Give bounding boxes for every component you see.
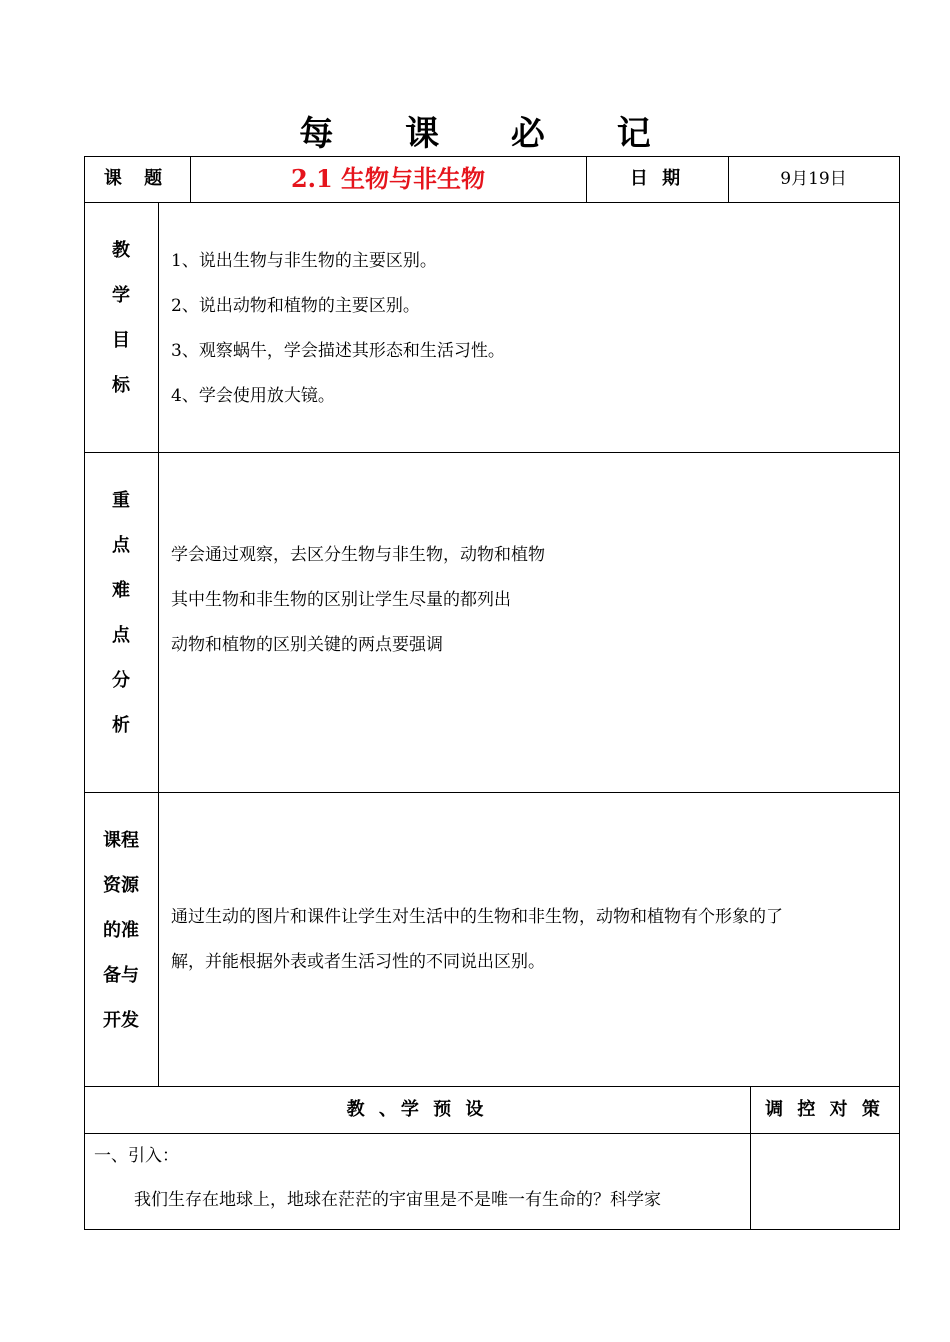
intro-text: 我们生存在地球上，地球在茫茫的宇宙里是不是唯一有生命的？科学家	[134, 1190, 661, 1210]
resources-label-line: 开发	[103, 1010, 139, 1031]
key-points-label-char: 分	[112, 670, 130, 691]
row-divider	[84, 1133, 900, 1134]
objective-item: 2、说出动物和植物的主要区别。	[171, 296, 420, 316]
row-divider	[84, 202, 900, 203]
table-border-right	[899, 156, 900, 1230]
resources-label-line: 资源	[103, 875, 139, 896]
topic-label: 课 题	[103, 168, 171, 189]
objectives-label-char: 教	[112, 240, 130, 261]
key-points-label-char: 析	[112, 715, 130, 736]
resources-text	[171, 906, 891, 996]
objectives-label-char: 学	[112, 285, 130, 306]
resources-label	[84, 830, 158, 1055]
resources-line: 解，并能根据外表或者生活习性的不同说出区别。	[171, 952, 545, 972]
preset-header: 教 、学 预 设	[346, 1099, 488, 1120]
resources-label-line: 课程	[103, 830, 139, 851]
key-points-label-char: 难	[112, 580, 130, 601]
objective-item: 3、观察蜗牛，学会描述其形态和生活习性。	[171, 341, 505, 361]
col-divider	[158, 202, 159, 1086]
topic-value: 2.1 生物与非生物	[290, 164, 486, 193]
objective-item: 4、学会使用放大镜。	[171, 386, 335, 406]
key-point-line: 动物和植物的区别关键的两点要强调	[171, 635, 443, 655]
row-divider	[84, 452, 900, 453]
control-header: 调 控 对 策	[765, 1099, 884, 1120]
table-border-bottom	[84, 1229, 900, 1230]
key-point-line: 其中生物和非生物的区别让学生尽量的都列出	[171, 590, 511, 610]
resources-label-line: 的准	[103, 920, 139, 941]
resources-label-line: 备与	[103, 965, 139, 986]
date-label: 日 期	[629, 168, 685, 189]
key-points-label-char: 点	[112, 535, 130, 556]
key-point-line: 学会通过观察，去区分生物与非生物，动物和植物	[171, 545, 545, 565]
row-divider	[84, 1086, 900, 1087]
objectives-list	[171, 250, 505, 430]
date-value: 9月19日	[780, 169, 847, 189]
key-points-text	[171, 544, 545, 679]
objectives-label	[84, 240, 158, 420]
table-border-top	[84, 156, 900, 157]
objectives-label-char: 标	[112, 375, 130, 396]
row-divider	[84, 792, 900, 793]
key-points-label-char: 点	[112, 625, 130, 646]
key-points-label	[84, 490, 158, 760]
document-title: 每 课 必 记	[299, 114, 681, 154]
objective-item: 1、说出生物与非生物的主要区别。	[171, 251, 437, 271]
resources-line: 通过生动的图片和课件让学生对生活中的生物和非生物，动物和植物有个形象的了	[171, 907, 783, 927]
objectives-label-char: 目	[112, 330, 130, 351]
key-points-label-char: 重	[112, 490, 130, 511]
intro-heading: 一、引入：	[94, 1146, 179, 1166]
